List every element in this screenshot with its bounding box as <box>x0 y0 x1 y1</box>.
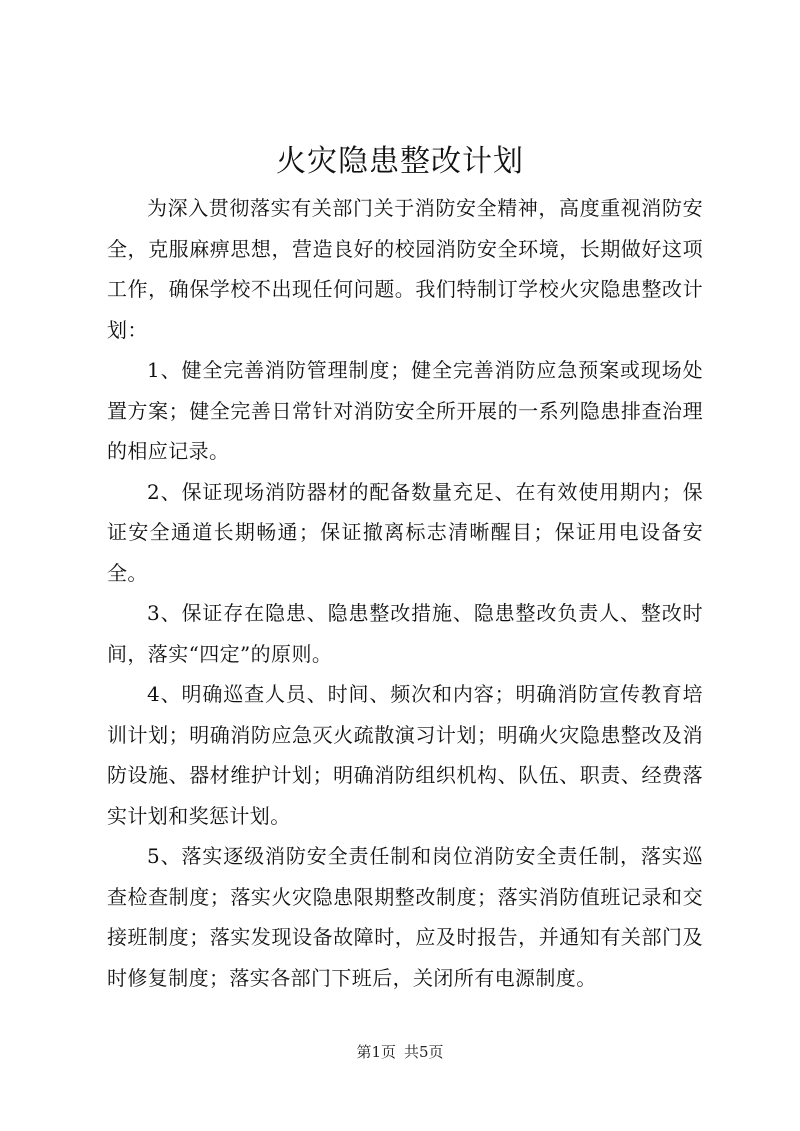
total-page-count: 共5页 <box>404 1043 444 1061</box>
document-body <box>107 188 703 998</box>
item-1-paragraph: 1、健全完善消防管理制度；健全完善消防应急预案或现场处置方案；健全完善日常针对消防安全所开展的一系列隐患排查治理的相应记录。 <box>107 358 703 463</box>
page-footer <box>0 1042 800 1062</box>
item-4-paragraph: 4、明确巡查人员、时间、频次和内容；明确消防宣传教育培训计划；明确消防应急灭火疏散演习计划；明确火灾隐患整改及消防设施、器材维护计划；明确消防组织机构、队伍、职责、经费落实计划和奖惩计划。 <box>107 682 703 828</box>
intro-paragraph: 为深入贯彻落实有关部门关于消防安全精神，高度重视消防安全，克服麻痹思想，营造良好的校园消防安全环境，长期做好这项工作，确保学校不出现任何问题。我们特制订学校火灾隐患整改计划： <box>107 196 703 342</box>
item-5-paragraph: 5、落实逐级消防安全责任制和岗位消防安全责任制，落实巡查检查制度；落实火灾隐患限期整改制度；落实消防值班记录和交接班制度；落实发现设备故障时，应及时报告，并通知有关部门及时修复制度；落实各部门下班后，关闭所有电源制度。 <box>107 844 703 990</box>
item-2-paragraph: 2、保证现场消防器材的配备数量充足、在有效使用期内；保证安全通道长期畅通；保证撤离标志清晰醒目；保证用电设备安全。 <box>107 479 703 585</box>
document-title: 火灾隐患整改计划 <box>276 144 524 179</box>
item-3-paragraph: 3、保证存在隐患、隐患整改措施、隐患整改负责人、整改时间，落实“四定”的原则。 <box>107 601 703 666</box>
current-page-number: 第1页 <box>356 1043 396 1061</box>
